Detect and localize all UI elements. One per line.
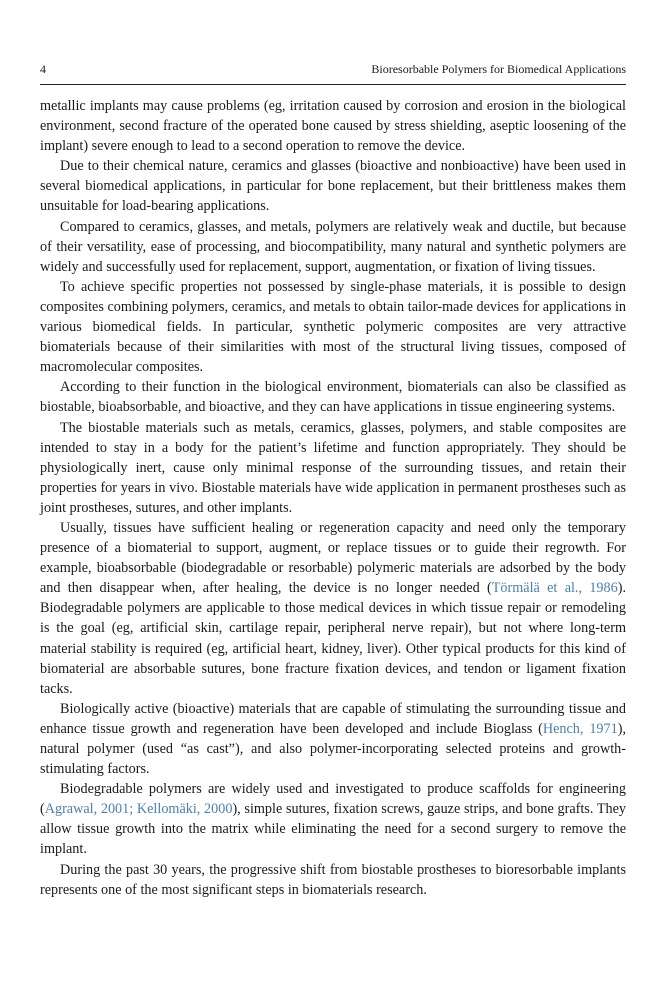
running-title: Bioresorbable Polymers for Biomedical Applications	[371, 62, 626, 76]
header-rule	[40, 84, 626, 85]
paragraph: During the past 30 years, the progressive shift from biostable prostheses to bioresorbable implants represents one of the most significant steps in biomaterials research.	[40, 861, 626, 898]
body-text	[40, 96, 626, 900]
paragraph	[40, 699, 626, 779]
paragraph: According to their function in the biological environment, biomaterials can also be classified as biostable, bioabsorbable, and bioactive, and they can have applications in tissue engineering systems.	[40, 379, 626, 416]
paragraph: metallic implants may cause problems (eg, irritation caused by corrosion and erosion in the biological environment, second fracture of the operated bone caused by stress shielding, aseptic loosening of the implant) severe enough to lead to a second operation to remove the device.	[40, 98, 626, 155]
paragraph: Due to their chemical nature, ceramics and glasses (bioactive and nonbioactive) have been used in several biomedical applications, in particular for bone replacement, but their brittleness makes them unsuitable for load-bearing applications.	[40, 158, 626, 215]
page-number: 4	[40, 62, 46, 76]
paragraph-text: ), simple sutures, fixation screws, gauze strips, and bone grafts. They allow tissue growth into the matrix while eliminating the need for a second surgery to remove the implant.	[40, 801, 626, 858]
running-header	[40, 62, 626, 77]
citation-link[interactable]: Hench, 1971	[542, 720, 618, 737]
citation-link[interactable]: Törmälä et al., 1986	[491, 580, 618, 597]
paragraph-text: Biologically active (bioactive) materials that are capable of stimulating the surrounding tissue and enhance tissue growth and regeneration have been developed and include Bioglass (	[40, 700, 626, 737]
paragraph: To achieve specific properties not possessed by single-phase materials, it is possible to design composites combining polymers, ceramics, and metals to obtain tailor-made devices for applications in various biomedical fields. In particular, synthetic polymeric composites are very attractive biomaterials because of their similarities with most of the structural living tissues, composed of macromolecular composites.	[40, 278, 626, 376]
paragraph	[40, 518, 626, 699]
paragraph	[40, 779, 626, 859]
citation-link[interactable]: Agrawal, 2001; Kellomäki, 2000	[44, 801, 233, 818]
paragraph: Compared to ceramics, glasses, and metals, polymers are relatively weak and ductile, but because of their versatility, ease of processing, and biocompatibility, many natural and synthetic polymers are widely and successfully used for replacement, support, augmentation, or fixation of living tissues.	[40, 218, 626, 275]
paragraph-text: ), natural polymer (used “as cast”), and also polymer-incorporating selected proteins and growth-stimulating factors.	[40, 720, 626, 778]
paragraph-text: Biodegradable polymers are widely used and investigated to produce scaffolds for engineering (	[40, 781, 626, 818]
paragraph-text: Usually, tissues have sufficient healing or regeneration capacity and need only the temporary presence of a biomaterial to support, augment, or replace tissues or to guide their regrowth. For example, bioabsorbable (biodegradable or resorbable) polymeric materials are adsorbed by the body and then disappear when, after healing, the device is no longer needed (	[40, 519, 626, 597]
paragraph: The biostable materials such as metals, ceramics, glasses, polymers, and stable composites are intended to stay in a body for the patient’s lifetime and function appropriately. They should be physiologically inert, cause only minimal response of the surrounding tissues, and retain their properties for years in vivo. Biostable materials have wide application in permanent prostheses such as joint prostheses, sutures, and other implants.	[40, 419, 626, 516]
paragraph-text: ). Biodegradable polymers are applicable to those medical devices in which tissue repair or remodeling is the goal (eg, artificial skin, cartilage repair, peripheral nerve repair), but not where long-term material stability is required (eg, artificial heart, kidney, liver). Other typical products for this kind of biomaterial are absorbable sutures, bone fracture fixation devices, and tendon or ligament fixation tacks.	[40, 580, 626, 697]
